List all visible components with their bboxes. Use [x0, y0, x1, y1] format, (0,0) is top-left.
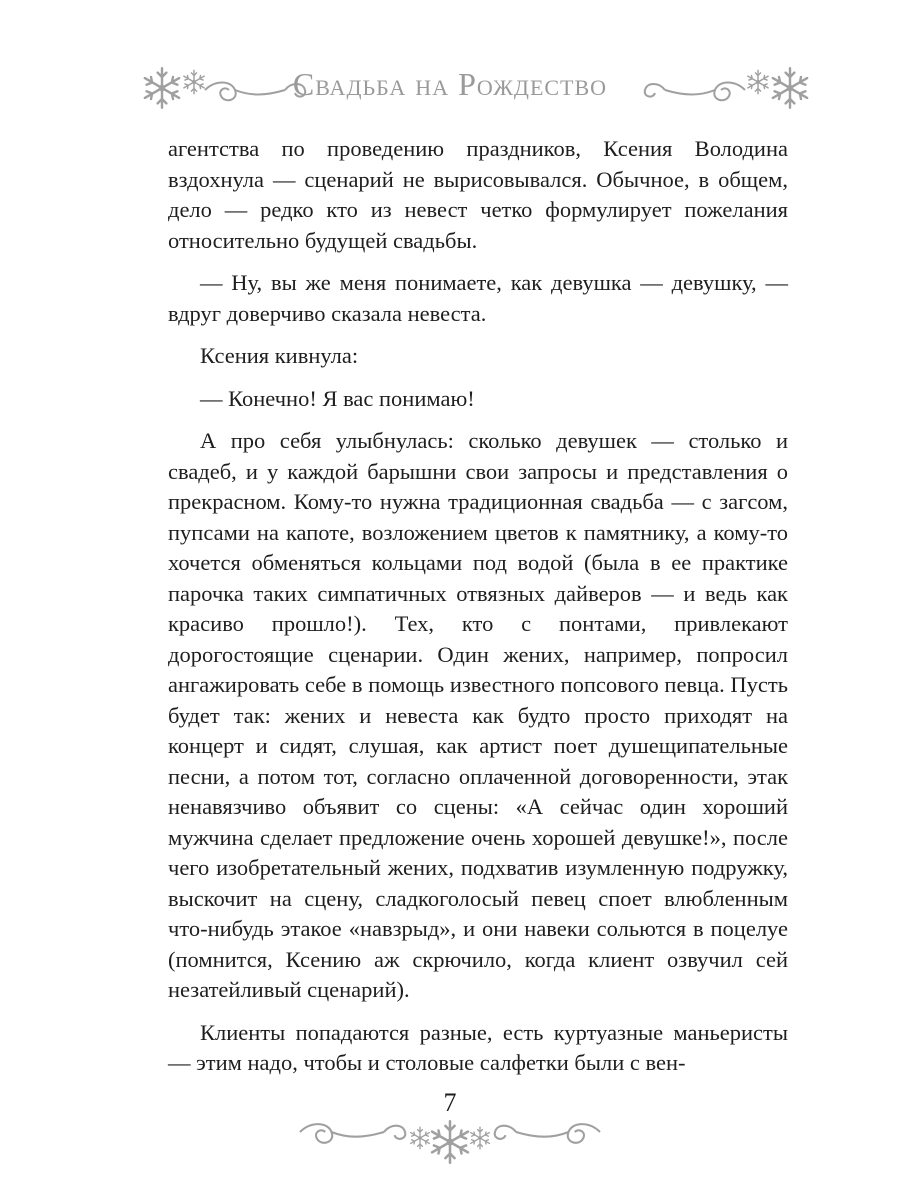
page-header — [0, 52, 900, 124]
paragraph: Клиенты попадаются разные, есть куртуазные маньеристы — этим надо, чтобы и столовые салфетки были с вен- — [168, 1019, 788, 1075]
page-number: 7 — [443, 1088, 457, 1117]
paragraph: Ксения кивнула: — [200, 343, 359, 368]
paragraph: А про себя улыбнулась: сколько девушек — столько и свадеб, и у каждой барышни свои запросы и представления о прекрасном. Кому-то нужна традиционная свадьба — с загсом, пупсами на капоте, возложением цветов к памятнику, а кому-то хочется обменяться кольцами под водой (была в ее практике парочка таких симпатичных отвязных дайверов — и ведь как красиво прошло!). Тех, кто с понтами, привлекают дорогостоящие сценарии. Один жених, например, попросил ангажировать себе в помощь известного попсового певца. Пусть будет так: жених и невеста как будто просто приходят на концерт и сидят, слушая, как артист поет душещипательные песни, а потом тот, согласно оплаченной договоренности, этак ненавязчиво объявит со сцены: «А сейчас один хороший мужчина сделает предложение очень хорошей девушке!», после чего изобретательный жених, подхватив изумленную подружку, выскочит на сцену, сладкоголосый певец споет влюбленным что-нибудь этакое «навзрыд», и они навеки сольются в поцелуе (помнится, Ксению аж скрючило, когда клиент озвучил сей незатейливый сценарий). — [168, 428, 788, 1002]
paragraph: — Ну, вы же меня понимаете, как девушка — девушку, — вдруг доверчиво сказала невеста. — [168, 270, 788, 326]
running-title: Свадьба на Рождество — [292, 66, 608, 102]
paragraph: — Конечно! Я вас понимаю! — [200, 385, 475, 411]
footer-ornament-icon — [0, 1112, 900, 1172]
body-text — [168, 134, 788, 1091]
paragraph: агентства по проведению праздников, Ксения Володина вздохнула — сценарий не вырисовывался. Обычное, в общем, дело — редко кто из невест четко формулирует пожелания относительно будущей свадьбы. — [168, 136, 788, 253]
